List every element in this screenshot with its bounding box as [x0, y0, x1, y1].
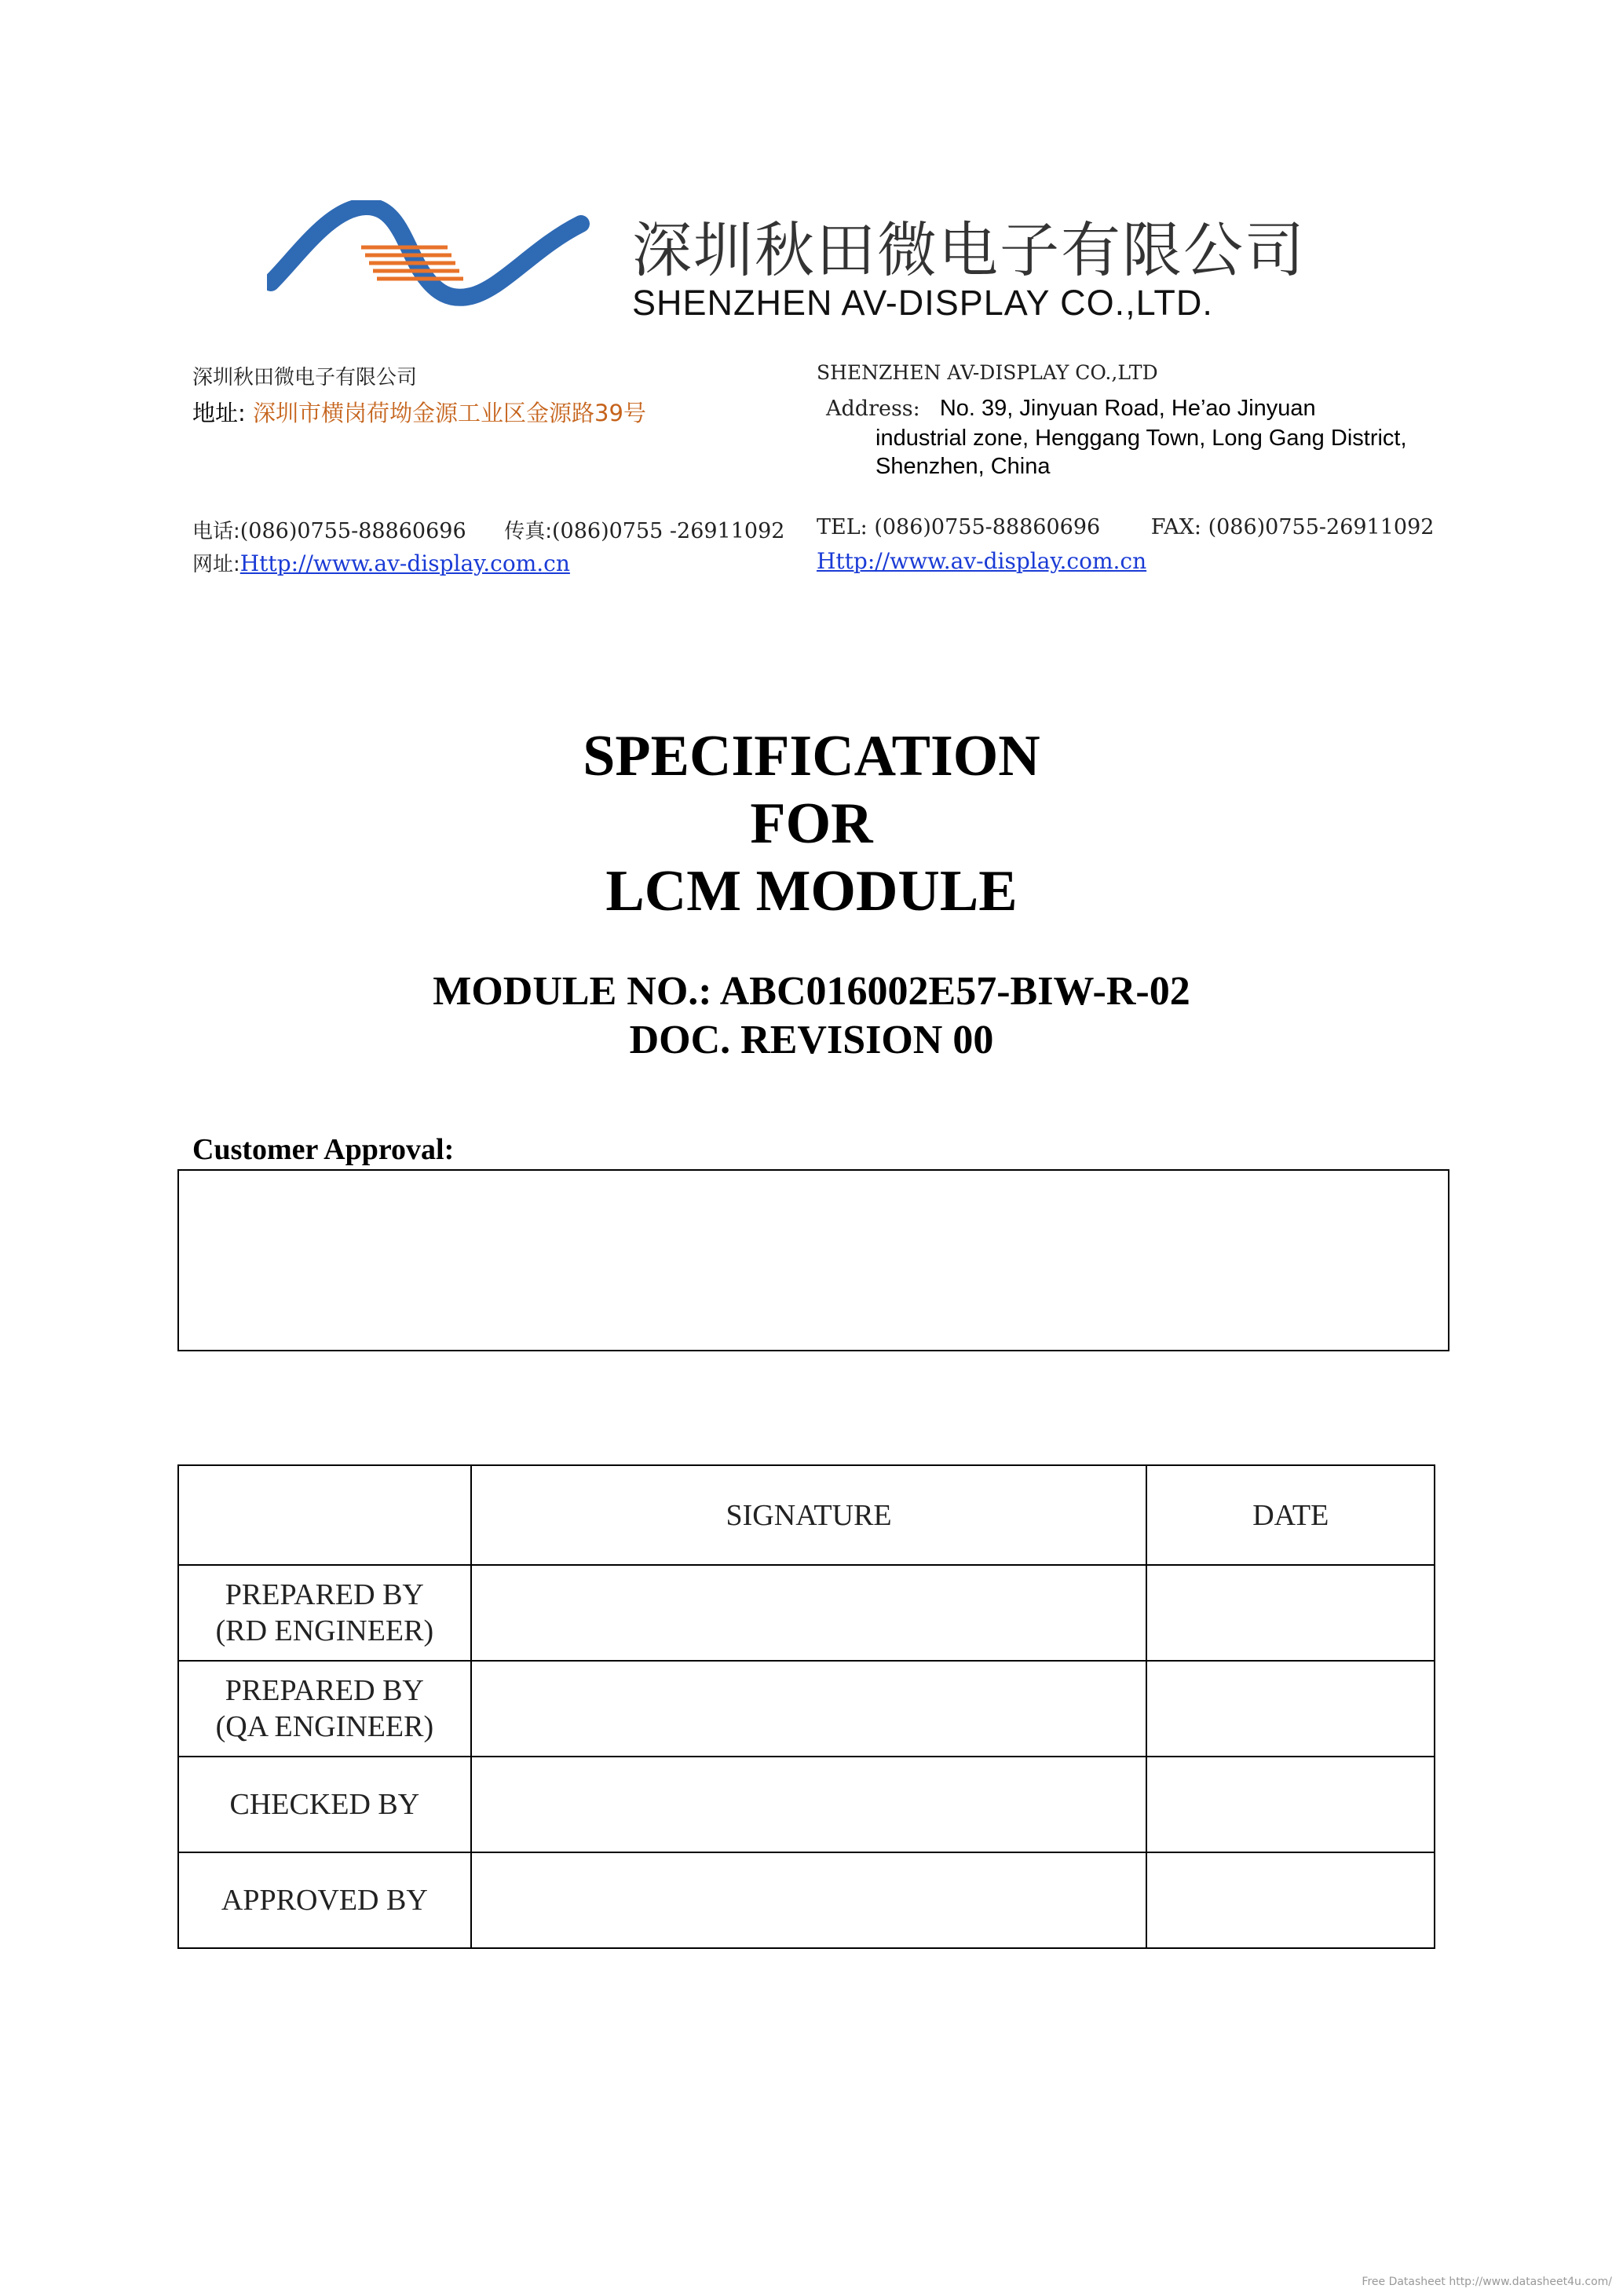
role-line-1: PREPARED BY — [225, 1674, 424, 1707]
en-tel: TEL: (086)0755-88860696 — [817, 515, 1101, 539]
header-signature: SIGNATURE — [471, 1465, 1147, 1565]
table-row — [178, 1661, 1435, 1757]
row-role: APPROVED BY — [178, 1852, 471, 1948]
en-address-line-2: industrial zone, Henggang Town, Long Gang District, — [875, 426, 1407, 451]
cn-tel-label: 电话: — [192, 520, 240, 543]
cn-address — [192, 396, 646, 428]
title-line-3: LCM MODULE — [605, 859, 1018, 923]
row-role: CHECKED BY — [178, 1757, 471, 1852]
role-line-1: PREPARED BY — [225, 1578, 424, 1611]
signature-cell[interactable] — [471, 1661, 1147, 1757]
date-cell[interactable] — [1146, 1852, 1435, 1948]
table-header-row — [178, 1465, 1435, 1565]
cn-web-row — [192, 548, 570, 577]
signature-cell[interactable] — [471, 1852, 1147, 1948]
module-number: MODULE NO.: ABC016002E57-BIW-R-02 — [433, 969, 1190, 1014]
cn-company: 深圳秋田微电子有限公司 — [192, 366, 418, 389]
cn-fax-label: 传真: — [504, 520, 552, 543]
role-line-2: (QA ENGINEER) — [215, 1710, 434, 1743]
logo-wave-right — [420, 224, 581, 298]
title-line-2: FOR — [750, 792, 873, 856]
en-web-row — [817, 548, 1146, 574]
table-row — [178, 1565, 1435, 1661]
logo-company-name-cn: 深圳秋田微电子有限公司 — [632, 215, 1306, 285]
en-address-label: Address: — [826, 397, 920, 421]
en-address-line-3: Shenzhen, China — [875, 454, 1051, 479]
en-fax: FAX: (086)0755-26911092 — [1150, 515, 1435, 539]
date-cell[interactable] — [1146, 1757, 1435, 1852]
footer-watermark: Free Datasheet http://www.datasheet4u.com/ — [1362, 2276, 1612, 2288]
cn-address-value: 深圳市横岗荷坳金源工业区金源路39号 — [253, 400, 646, 426]
logo-company-name-en: SHENZHEN AV-DISPLAY CO.,LTD. — [632, 283, 1213, 323]
role-line-2: (RD ENGINEER) — [215, 1614, 434, 1647]
table-row — [178, 1852, 1435, 1948]
signature-cell[interactable] — [471, 1757, 1147, 1852]
row-role — [178, 1661, 471, 1757]
date-cell[interactable] — [1146, 1661, 1435, 1757]
customer-approval-box — [177, 1169, 1449, 1351]
module-info — [0, 967, 1623, 1065]
date-cell[interactable] — [1146, 1565, 1435, 1661]
document-title — [0, 722, 1623, 925]
signature-cell[interactable] — [471, 1565, 1147, 1661]
cn-web-label: 网址: — [192, 553, 240, 576]
company-logo-mark — [267, 200, 597, 310]
row-role — [178, 1565, 471, 1661]
cn-web-link[interactable]: Http://www.av-display.com.cn — [239, 550, 570, 576]
header-date: DATE — [1146, 1465, 1435, 1565]
signature-table — [177, 1464, 1435, 1949]
cn-fax: (086)0755 -26911092 — [552, 519, 785, 543]
en-phone-row — [817, 515, 1434, 539]
title-line-1: SPECIFICATION — [583, 724, 1040, 788]
table-row — [178, 1757, 1435, 1852]
header-role — [178, 1465, 471, 1565]
en-address — [826, 396, 1316, 422]
cn-tel: (086)0755-88860696 — [239, 519, 466, 543]
customer-approval-label: Customer Approval: — [192, 1133, 455, 1166]
cn-phone-row — [192, 515, 784, 544]
en-company: SHENZHEN AV-DISPLAY CO.,LTD — [817, 361, 1158, 384]
doc-revision: DOC. REVISION 00 — [629, 1018, 994, 1062]
en-web-link[interactable]: Http://www.av-display.com.cn — [817, 548, 1147, 574]
cn-address-label: 地址: — [192, 400, 246, 426]
en-address-line-1: No. 39, Jinyuan Road, He’ao Jinyuan — [939, 396, 1316, 421]
